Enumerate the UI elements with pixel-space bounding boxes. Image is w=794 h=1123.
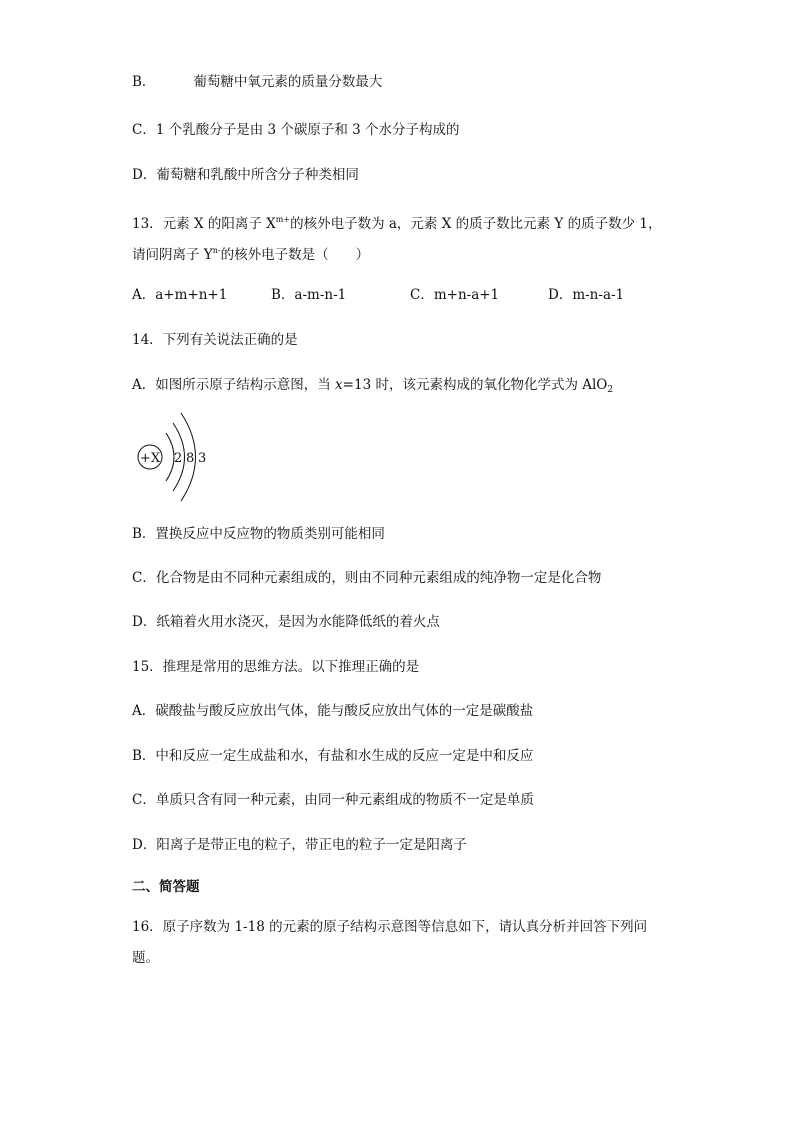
q14-subscript: 2 — [607, 385, 614, 395]
q13-text-d: 的核外电子数是（ ） — [220, 247, 370, 263]
q13-text-b: 的核外电子数为 a，元素 X 的质子数比元素 Y 的质子数少 1， — [290, 216, 662, 232]
q12-option-b-text: 葡萄糖中氧元素的质量分数最大 — [193, 74, 383, 90]
q14-option-a-text2: =13 时，该元素构成的氧化物化学式为 AlO — [342, 377, 608, 393]
q14-stem: 14．下列有关说法正确的是 — [132, 332, 298, 348]
q13-option-a: A．a+m+n+1 — [132, 287, 228, 303]
q16-stem-line1: 16．原子序数为 1-18 的元素的原子结构示意图等信息如下，请认真分析并回答下列问 — [132, 919, 648, 935]
q14-option-d: D．纸箱着火用水浇灭，是因为水能降低纸的着火点 — [132, 614, 440, 630]
q13-superscript-m: m+ — [275, 215, 291, 224]
q13-text-c: 请问阴离子 Y — [132, 247, 213, 263]
q12-option-b — [132, 73, 382, 91]
q12-option-b-prefix: B． — [132, 74, 156, 90]
q15-option-a: A．碳酸盐与酸反应放出气体，能与酸反应放出气体的一定是碳酸盐 — [132, 703, 534, 719]
atom-structure-diagram — [130, 405, 230, 505]
q15-option-b: B．中和反应一定生成盐和水，有盐和水生成的反应一定是中和反应 — [132, 748, 534, 764]
shell-2-electrons: 8 — [186, 451, 195, 466]
shell-3-electrons: 3 — [198, 451, 207, 466]
q13-option-c: C．m+n-a+1 — [410, 287, 500, 303]
shell-arc-1 — [166, 433, 174, 481]
q13-superscript-n: n- — [212, 246, 221, 255]
nucleus-label: +X — [139, 451, 161, 466]
q16-stem-line2: 题。 — [132, 950, 159, 966]
q13-option-b: B．a-m-n-1 — [271, 287, 347, 303]
shell-1-electrons: 2 — [174, 451, 183, 466]
section-title: 二、简答题 — [132, 879, 200, 895]
q12-option-c: C．1 个乳酸分子是由 3 个碳原子和 3 个水分子构成的 — [132, 122, 460, 138]
q14-option-a-text1: A．如图所示原子结构示意图，当 — [132, 377, 336, 393]
q13-stem-line1 — [132, 211, 662, 233]
q15-option-c: C．单质只含有同一种元素，由同一种元素组成的物质不一定是单质 — [132, 792, 534, 808]
q13-stem-line2 — [132, 242, 369, 264]
q13-text-a: 13．元素 X 的阳离子 X — [132, 216, 276, 232]
q14-option-c: C．化合物是由不同种元素组成的，则由不同种元素组成的纯净物一定是化合物 — [132, 570, 602, 586]
q15-option-d: D．阳离子是带正电的粒子，带正电的粒子一定是阳离子 — [132, 837, 467, 853]
q15-stem: 15．推理是常用的思维方法。以下推理正确的是 — [132, 659, 420, 675]
q14-variable-x: x — [335, 377, 343, 393]
q13-option-d: D．m-n-a-1 — [548, 287, 625, 303]
q14-option-a — [132, 376, 613, 399]
q14-option-b: B．置换反应中反应物的物质类别可能相同 — [132, 526, 385, 542]
q12-option-d: D．葡萄糖和乳酸中所含分子种类相同 — [132, 167, 359, 183]
